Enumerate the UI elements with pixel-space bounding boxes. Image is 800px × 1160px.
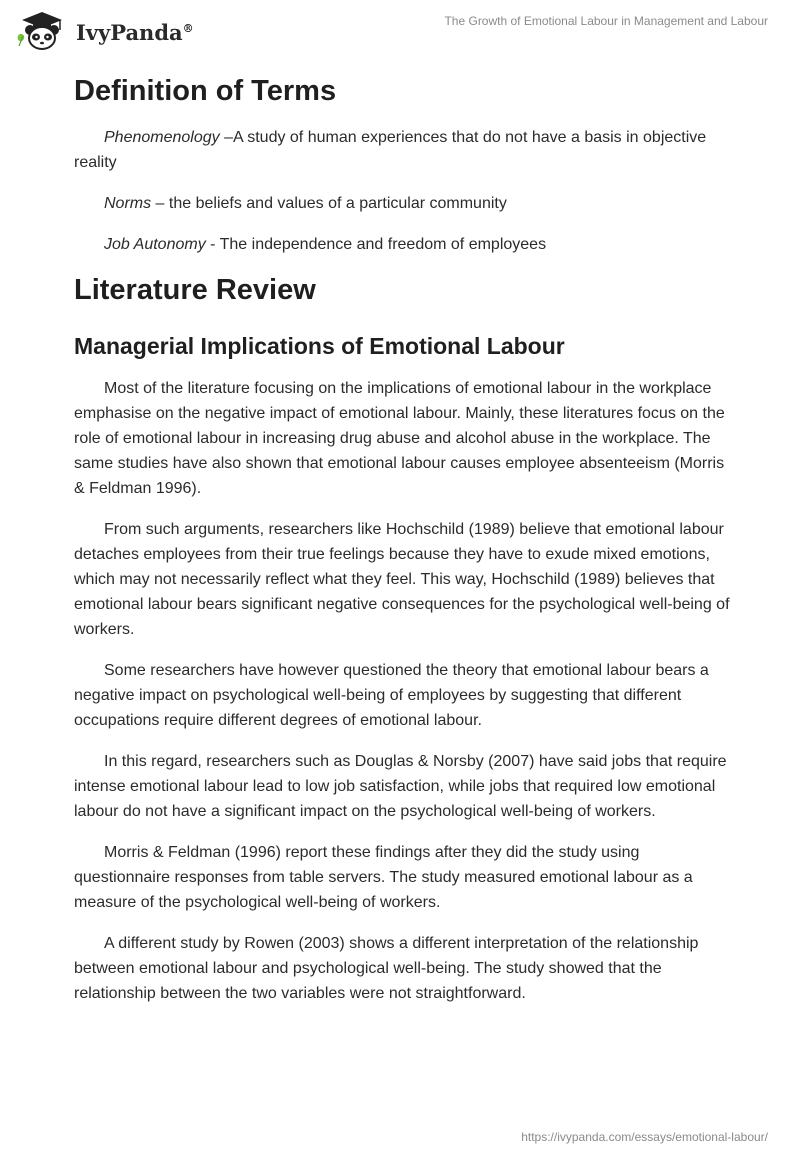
brand-name: [76, 20, 194, 45]
brand-text: IvyPanda: [76, 19, 183, 45]
body-paragraph: Morris & Feldman (1996) report these findings after they did the study using questionnaire responses from table servers. The study measured emotional labour as a measure of the psychological well-being of workers.: [74, 844, 693, 911]
body-paragraph: Some researchers have however questioned the theory that emotional labour bears a negative impact on psychological well-being of employees by suggesting that different occupations require different degrees of emotional labour.: [74, 662, 709, 729]
registered-mark: ®: [182, 21, 194, 35]
definitions-heading: Definition of Terms: [74, 75, 337, 107]
definition-text: - The independence and freedom of employees: [205, 236, 547, 253]
definition-job-autonomy: [74, 232, 734, 257]
definition-term: Norms: [104, 195, 152, 212]
definition-phenomenology: [74, 125, 734, 175]
definition-term: Job Autonomy: [104, 236, 206, 253]
source-url[interactable]: https://ivypanda.com/essays/emotional-labour/: [521, 1130, 768, 1144]
definition-text: – the beliefs and values of a particular community: [151, 195, 507, 212]
page-header: [0, 0, 800, 70]
document-title: The Growth of Emotional Labour in Management and Labour: [444, 14, 768, 28]
section-subheading: Managerial Implications of Emotional Labour: [74, 333, 565, 359]
body-paragraph: From such arguments, researchers like Hochschild (1989) believe that emotional labour detaches employees from their true feelings because they have to exude mixed emotions, which may not necessarily reflect what they feel. This way, Hochschild (1989) believes that emotional labour bears significant negative consequences for the psychological well-being of workers.: [74, 521, 730, 638]
ivypanda-logo[interactable]: [14, 10, 194, 52]
definition-norms: [74, 191, 734, 216]
definition-term: Phenomenology: [104, 129, 220, 146]
body-paragraph: Most of the literature focusing on the implications of emotional labour in the workplace emphasise on the negative impact of emotional labour. Mainly, these literatures focus on the role of emotional labour in increasing drug abuse and alcohol abuse in the workplace. The same studies have also shown that emotional labour causes employee absenteeism (Morris & Feldman 1996).: [74, 380, 725, 497]
definition-text: –A study of human experiences that do not have a basis in objective reality: [74, 129, 707, 171]
panda-graduate-icon: [14, 10, 70, 52]
literature-review-heading: Literature Review: [74, 274, 316, 306]
essay-content: [74, 74, 734, 1022]
body-paragraph: A different study by Rowen (2003) shows a different interpretation of the relationship between emotional labour and psychological well-being. The study showed that the relationship between the two variables were not straightforward.: [74, 935, 699, 1002]
body-paragraph: In this regard, researchers such as Douglas & Norsby (2007) have said jobs that require intense emotional labour lead to low job satisfaction, while jobs that required low emotional labour do not have a significant impact on the psychological well-being of workers.: [74, 753, 727, 820]
